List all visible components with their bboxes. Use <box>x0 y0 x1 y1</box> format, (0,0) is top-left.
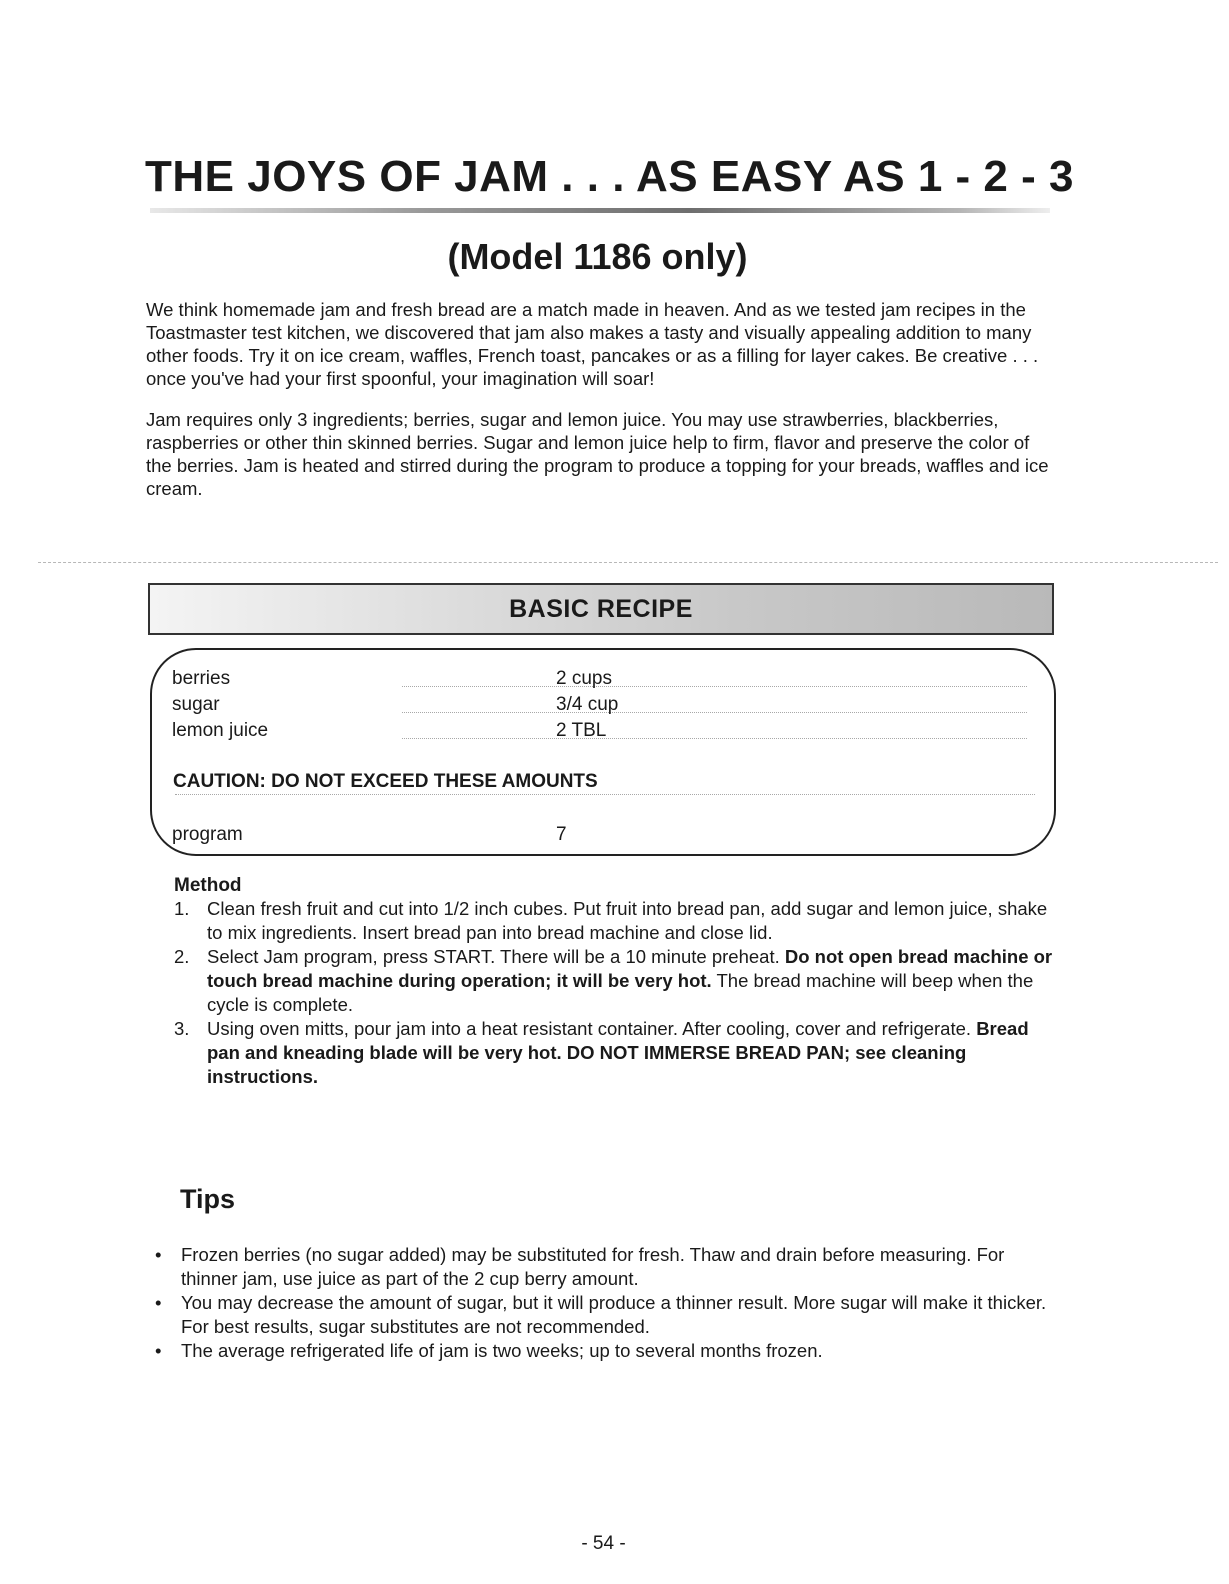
method-heading: Method <box>174 875 242 896</box>
page-number: - 54 - <box>581 1533 626 1554</box>
tip-item <box>155 1243 1060 1291</box>
basic-recipe-heading: BASIC RECIPE <box>509 595 693 623</box>
tips-heading: Tips <box>180 1184 236 1214</box>
tip-text: You may decrease the amount of sugar, but it will produce a thinner result. More sugar will make it thicker. For best results, sugar substitutes are not recommended. <box>181 1292 1047 1337</box>
ingredient-amount: 3/4 cup <box>556 694 619 715</box>
page-title: THE JOYS OF JAM . . . AS EASY AS 1 - 2 - 3 <box>145 152 1074 201</box>
step-text: The bread machine will beep when the cycle is complete. <box>207 970 1034 1015</box>
method-step <box>174 1017 1054 1089</box>
method-step <box>174 897 1054 945</box>
caution-notice: CAUTION: DO NOT EXCEED THESE AMOUNTS <box>173 771 598 792</box>
tip-item <box>155 1291 1060 1339</box>
leader-dots <box>402 712 1027 713</box>
section-divider <box>38 562 1218 564</box>
method-step <box>174 945 1054 1017</box>
step-number: 2. <box>174 946 190 967</box>
page-subtitle: (Model 1186 only) <box>447 236 748 277</box>
tip-text: Frozen berries (no sugar added) may be substituted for fresh. Thaw and drain before measuring. For thinner jam, use juice as part of the 2 cup berry amount. <box>181 1244 1005 1289</box>
step-number: 3. <box>174 1018 190 1039</box>
intro-paragraph-1: We think homemade jam and fresh bread are a match made in heaven. And as we tested jam recipes in the Toastmaster test kitchen, we discovered that jam also makes a tasty and visually appealing addition to many other foods. Try it on ice cream, waffles, French toast, pancakes or as a filling for layer cakes. Be creative . . . once you've had your first spoonful, your imagination will soar! <box>146 299 1039 389</box>
ingredient-name: sugar <box>172 694 220 715</box>
ingredient-row <box>172 720 1032 746</box>
title-underline <box>150 208 1050 213</box>
program-label: program <box>172 824 243 845</box>
ingredient-name: lemon juice <box>172 720 269 741</box>
tips-list <box>155 1243 1060 1363</box>
step-warning: Do not open bread machine or touch bread machine during operation; it will be very hot. <box>207 946 1053 991</box>
step-warning: Bread pan and kneading blade will be very hot. DO NOT IMMERSE BREAD PAN; see cleaning instructions. <box>207 1018 1029 1087</box>
step-text: Select Jam program, press START. There will be a 10 minute preheat. <box>207 946 785 967</box>
program-value: 7 <box>556 824 567 845</box>
program-row <box>172 824 1032 850</box>
ingredient-name: berries <box>172 668 231 689</box>
basic-recipe-banner <box>148 583 1054 635</box>
leader-dots <box>402 738 1027 739</box>
bullet-icon: • <box>155 1340 162 1361</box>
bullet-icon: • <box>155 1244 162 1265</box>
ingredient-row <box>172 694 1032 720</box>
intro-paragraph-2: Jam requires only 3 ingredients; berries, sugar and lemon juice. You may use strawberries, blackberries, raspberries or other thin skinned berries. Sugar and lemon juice help to firm, flavor and preserve the color of the berries. Jam is heated and stirred during the program to produce a topping for your breads, waffles and ice cream. <box>146 409 1049 499</box>
step-number: 1. <box>174 898 190 919</box>
leader-dots <box>402 686 1027 687</box>
step-text: Clean fresh fruit and cut into 1/2 inch cubes. Put fruit into bread pan, add sugar and lemon juice, shake to mix ingredients. Insert bread pan into bread machine and close lid. <box>207 898 1048 943</box>
tip-text: The average refrigerated life of jam is two weeks; up to several months frozen. <box>181 1340 823 1361</box>
bullet-icon: • <box>155 1292 162 1313</box>
ingredient-amount: 2 TBL <box>556 720 607 741</box>
tip-item <box>155 1339 1060 1363</box>
ingredient-amount: 2 cups <box>556 668 612 689</box>
ingredient-row <box>172 668 1032 694</box>
method-steps <box>174 897 1054 1089</box>
caution-leader-dots <box>175 794 1035 795</box>
step-text: Using oven mitts, pour jam into a heat resistant container. After cooling, cover and refrigerate. <box>207 1018 977 1039</box>
